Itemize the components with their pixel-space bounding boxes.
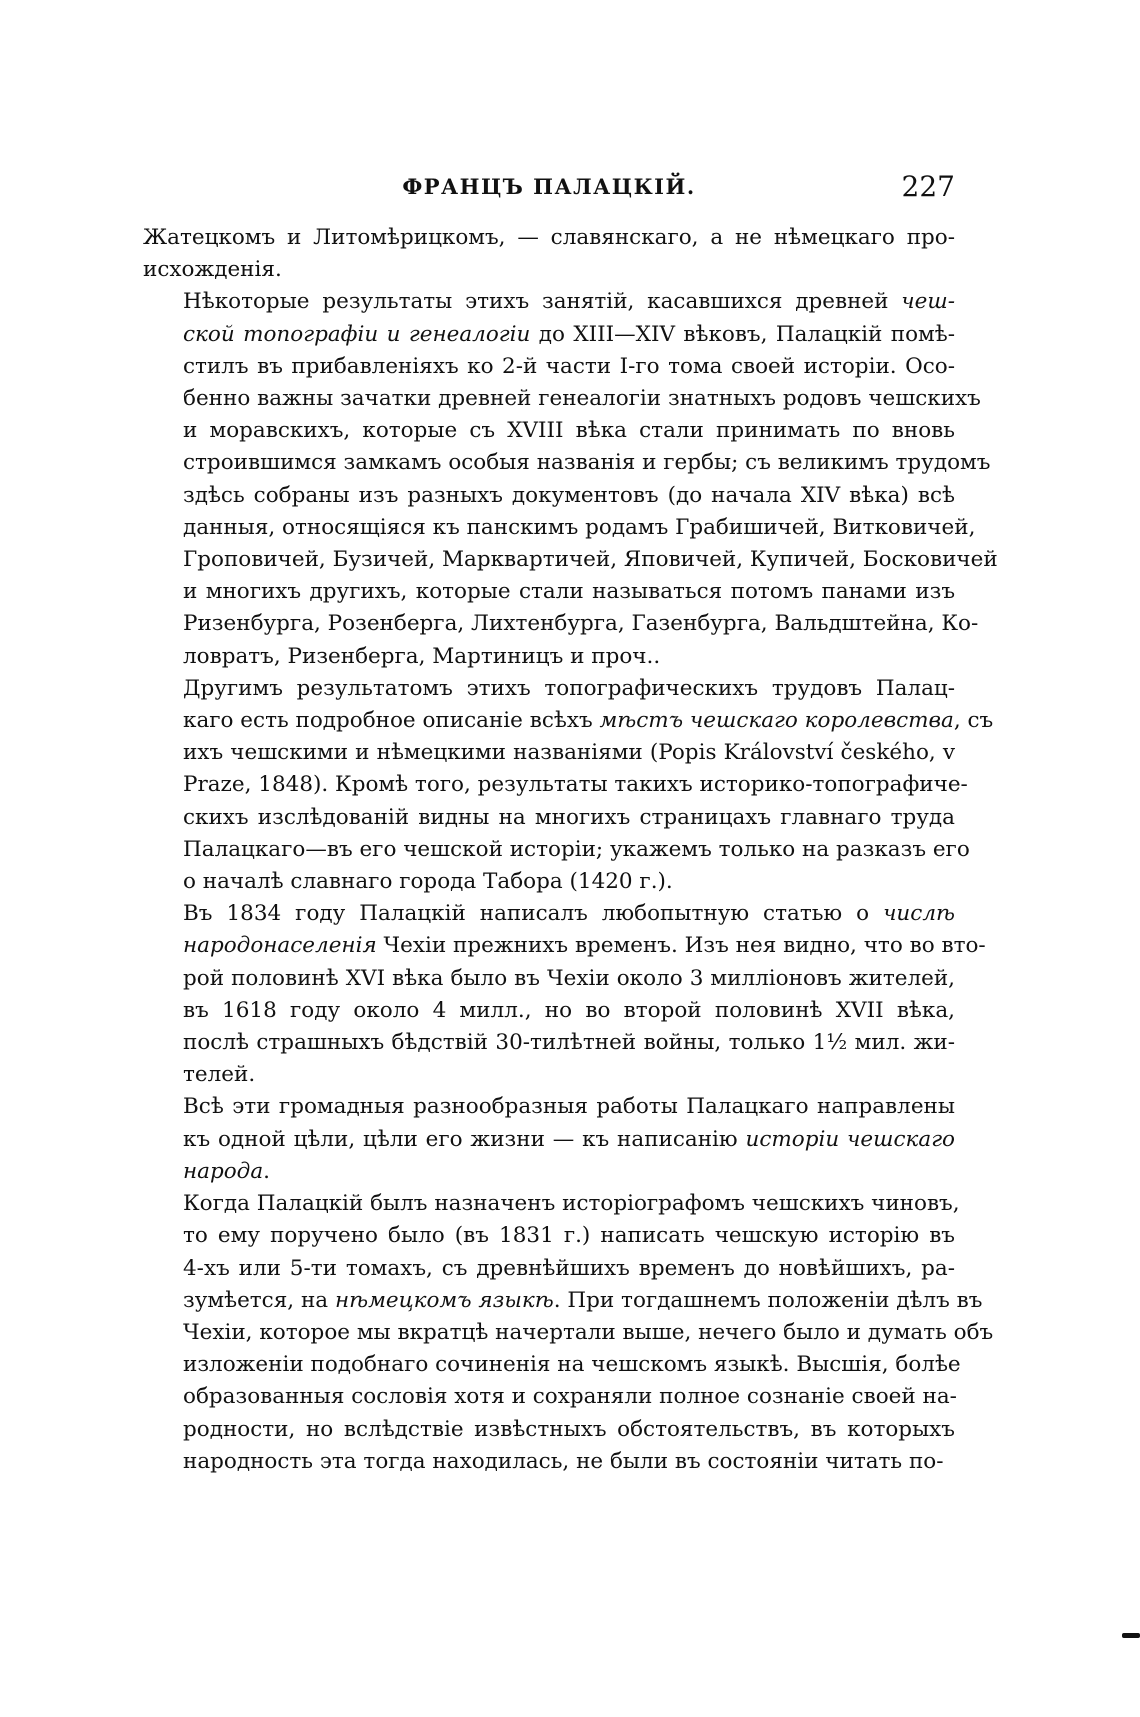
text-line	[143, 769, 968, 801]
text-segment: послѣ страшныхъ бѣдствій 30-тилѣтней войны, только 1½ мил. жи-	[183, 1030, 955, 1056]
text-segment: образованныя сословія хотя и сохраняли полное сознаніе своей на-	[183, 1384, 957, 1410]
text-segment: рой половинѣ XVI вѣка было въ Чехіи около 3 милліоновъ жителей,	[183, 965, 955, 991]
text-segment: телей.	[183, 1062, 256, 1088]
text-segment: стилъ въ прибавленіяхъ ко 2-й части I-го тома своей исторіи. Осо-	[183, 353, 955, 379]
text-line	[143, 351, 955, 383]
body-text	[143, 222, 998, 1478]
text-segment: каго есть подробное описаніе всѣхъ	[183, 708, 600, 734]
running-head	[143, 170, 955, 210]
text-line	[143, 1253, 955, 1285]
text-line	[143, 866, 955, 898]
text-segment: данныя, относящіяся къ панскимъ родамъ Грабишичей, Витковичей,	[183, 514, 976, 540]
page-number: 227	[901, 170, 955, 203]
text-line	[143, 1091, 955, 1123]
text-line	[143, 963, 955, 995]
text-line	[143, 995, 955, 1027]
italic-segment: нѣмецкомъ языкѣ	[334, 1287, 554, 1313]
scan-margin-mark	[1122, 1633, 1140, 1638]
text-line	[143, 705, 994, 737]
text-segment: Палацкаго—въ его чешской исторіи; укажемъ только на разказъ его	[183, 836, 970, 862]
text-segment: здѣсь собраны изъ разныхъ документовъ (до начала XIV вѣка) всѣ	[183, 482, 955, 508]
text-segment: бенно важны зачатки древней генеалогіи знатныхъ родовъ чешскихъ	[183, 386, 981, 412]
italic-segment: мѣстъ чешскаго королевства	[599, 708, 954, 734]
text-line	[143, 1317, 994, 1349]
text-segment: ихъ чешскими и нѣмецкими названіями (Popis Králоvství českého, v	[183, 740, 955, 766]
text-line	[143, 1414, 955, 1446]
italic-segment: числѣ	[883, 901, 955, 927]
paragraph-4	[143, 898, 986, 1091]
text-segment: Жатецкомъ и Литомѣрицкомъ, — славянскаго, а не нѣмецкаго про-	[143, 225, 955, 250]
text-line	[143, 254, 955, 286]
text-line	[143, 802, 955, 834]
text-segment: въ 1618 году около 4 милл., но во второй половинѣ XVII вѣка,	[183, 997, 955, 1023]
text-segment: Другимъ результатомъ этихъ топографическихъ трудовъ Палац-	[183, 675, 955, 701]
text-line	[143, 930, 986, 962]
text-line	[143, 673, 955, 705]
text-line	[143, 1446, 955, 1478]
paragraph-3	[143, 673, 994, 898]
text-line	[143, 1349, 961, 1381]
text-segment: . При тогдашнемъ положеніи дѣлъ въ	[553, 1287, 983, 1313]
text-line	[143, 1124, 955, 1156]
text-line	[143, 1381, 955, 1413]
text-segment: Когда Палацкій былъ назначенъ исторіографомъ чешскихъ чиновъ,	[183, 1191, 960, 1217]
paragraph-2	[143, 286, 998, 672]
paragraph-5	[143, 1091, 955, 1188]
text-line	[143, 1285, 983, 1317]
text-segment: до XIII—XIV вѣковъ, Палацкій помѣ-	[530, 321, 955, 347]
text-segment: о началѣ славнаго города Табора (1420 г.).	[183, 869, 673, 895]
text-segment: Praze, 1848). Кромѣ того, результаты такихъ историко-топографиче-	[183, 772, 968, 798]
text-segment: къ одной цѣли, цѣли его жизни — къ написанію	[183, 1126, 746, 1152]
text-line	[143, 1059, 955, 1091]
running-title: ФРАНЦЪ ПАЛАЦКІЙ.	[402, 174, 696, 199]
text-line	[143, 383, 981, 415]
text-segment: Чехіи, которое мы вкратцѣ начертали выше, нечего было и думать объ	[183, 1319, 994, 1345]
text-segment: скихъ изслѣдованій видны на многихъ страницахъ главнаго труда	[183, 804, 955, 830]
text-segment: народность эта тогда находилась, не были въ состояніи читать по-	[183, 1448, 944, 1474]
italic-segment: народонаселенія	[183, 933, 377, 959]
text-segment: и многихъ другихъ, которые стали называться потомъ панами изъ	[183, 579, 955, 605]
italic-segment: чеш-	[901, 289, 955, 315]
text-segment: Чехіи прежнихъ временъ. Изъ нея видно, что во вто-	[376, 933, 986, 959]
text-line	[143, 576, 955, 608]
text-line	[143, 898, 955, 930]
text-line	[143, 834, 970, 866]
text-line	[143, 415, 955, 447]
text-segment: изложеніи подобнаго сочиненія на чешскомъ языкѣ. Высшія, болѣе	[183, 1352, 961, 1378]
italic-segment: исторіи чешскаго	[745, 1126, 956, 1152]
text-line	[143, 1188, 960, 1220]
text-line	[143, 1220, 955, 1252]
text-line	[143, 319, 955, 351]
paragraph-1	[143, 222, 955, 286]
text-segment: и моравскихъ, которые съ XVIII вѣка стали принимать по вновь	[183, 418, 955, 444]
text-segment: зумѣется, на	[183, 1287, 335, 1313]
text-line	[143, 1156, 955, 1188]
text-line	[143, 512, 976, 544]
text-line	[143, 737, 955, 769]
italic-segment: ской топографіи и генеалогіи	[183, 321, 531, 347]
text-segment: Всѣ эти громадныя разнообразныя работы Палацкаго направлены	[183, 1094, 955, 1120]
text-segment: Нѣкоторые результаты этихъ занятій, касавшихся древней	[183, 289, 902, 315]
text-segment: то ему поручено было (въ 1831 г.) написать чешскую исторію въ	[183, 1223, 955, 1249]
text-segment: Въ 1834 году Палацкій написалъ любопытную статью о	[183, 901, 884, 927]
text-segment: , съ	[953, 708, 994, 734]
text-segment: ловратъ, Ризенберга, Мартиницъ и проч..	[183, 643, 661, 669]
italic-segment: народа	[183, 1158, 264, 1184]
paragraph-6	[143, 1188, 994, 1478]
text-line	[143, 608, 979, 640]
text-line	[143, 544, 998, 576]
text-line	[143, 641, 955, 673]
book-page	[143, 170, 998, 1478]
text-segment: 4-хъ или 5-ти томахъ, съ древнѣйшихъ временъ до новѣйшихъ, ра-	[183, 1255, 955, 1281]
text-segment: Ризенбурга, Розенберга, Лихтенбурга, Газенбурга, Вальдштейна, Ко-	[183, 611, 979, 637]
text-segment: строившимся замкамъ особыя названія и гербы; съ великимъ трудомъ	[183, 450, 991, 476]
text-segment: исхожденія.	[143, 257, 282, 283]
text-line	[143, 286, 955, 318]
text-segment: родности, но вслѣдствіе извѣстныхъ обстоятельствъ, въ которыхъ	[183, 1416, 955, 1442]
text-line	[143, 222, 955, 254]
text-segment: .	[263, 1158, 270, 1184]
text-line	[143, 1027, 955, 1059]
text-line	[143, 447, 991, 479]
text-line	[143, 480, 955, 512]
text-segment: Гроповичей, Бузичей, Марквартичей, Яповичей, Купичей, Босковичей	[183, 547, 998, 573]
